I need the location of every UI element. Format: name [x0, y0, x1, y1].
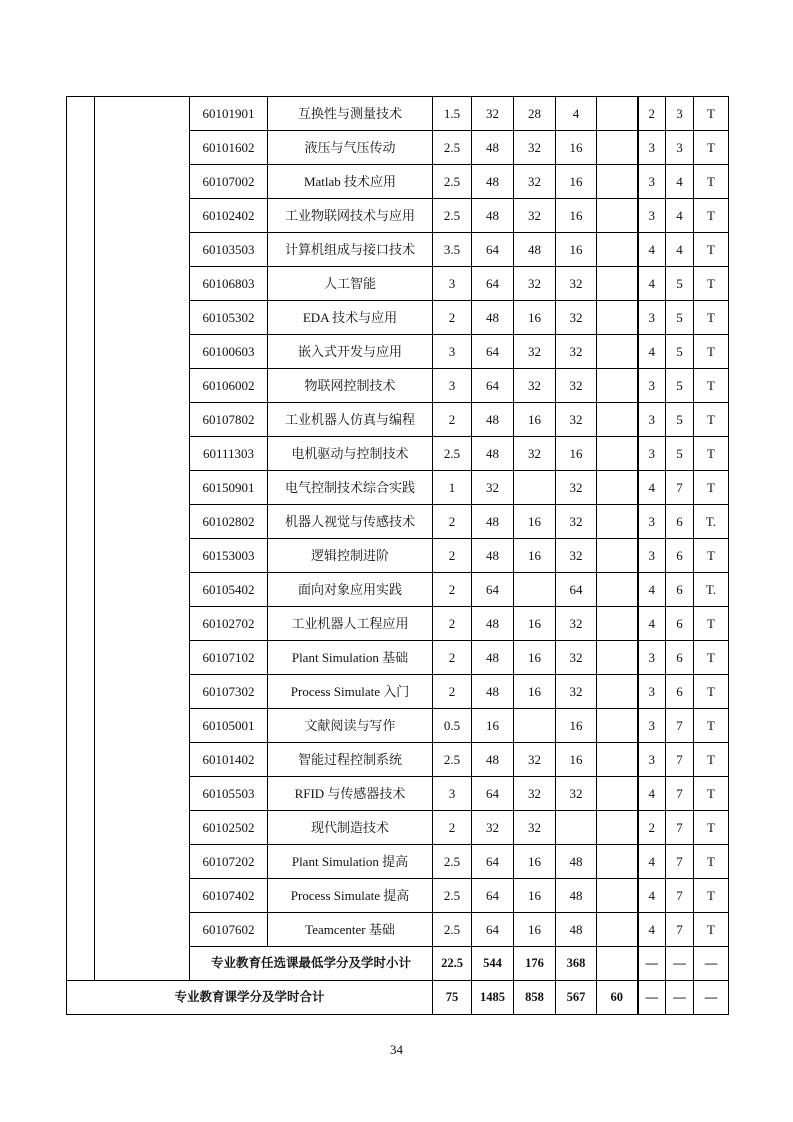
course-semester: 4 — [666, 199, 694, 233]
course-total-hours: 64 — [472, 879, 514, 913]
course-semester: 3 — [666, 131, 694, 165]
course-code: 60103503 — [190, 233, 268, 267]
course-semester: 7 — [666, 777, 694, 811]
course-assessment: T — [694, 131, 729, 165]
course-extra — [597, 199, 638, 233]
total-credits: 75 — [433, 981, 472, 1015]
course-total-hours: 64 — [472, 573, 514, 607]
course-semester: 3 — [666, 97, 694, 131]
course-weekly-hours: 3 — [638, 301, 666, 335]
course-name: 液压与气压传动 — [268, 131, 433, 165]
course-assessment: T — [694, 641, 729, 675]
course-assessment: T — [694, 471, 729, 505]
course-theory-hours: 32 — [514, 437, 556, 471]
course-total-hours: 48 — [472, 743, 514, 777]
course-practice-hours: 32 — [556, 505, 597, 539]
course-code: 60106002 — [190, 369, 268, 403]
course-semester: 5 — [666, 301, 694, 335]
course-extra — [597, 607, 638, 641]
course-code: 60101602 — [190, 131, 268, 165]
course-semester: 6 — [666, 675, 694, 709]
course-code: 60102702 — [190, 607, 268, 641]
course-practice-hours: 16 — [556, 709, 597, 743]
course-code: 60107402 — [190, 879, 268, 913]
course-credits: 0.5 — [433, 709, 472, 743]
course-assessment: T. — [694, 505, 729, 539]
course-theory-hours: 16 — [514, 879, 556, 913]
course-practice-hours: 16 — [556, 437, 597, 471]
course-theory-hours: 32 — [514, 777, 556, 811]
course-practice-hours: 48 — [556, 845, 597, 879]
course-extra — [597, 335, 638, 369]
course-assessment: T — [694, 369, 729, 403]
course-weekly-hours: 4 — [638, 845, 666, 879]
course-extra — [597, 267, 638, 301]
course-assessment: T — [694, 879, 729, 913]
course-code: 60105402 — [190, 573, 268, 607]
course-credits: 2 — [433, 573, 472, 607]
course-weekly-hours: 4 — [638, 913, 666, 947]
course-total-hours: 48 — [472, 165, 514, 199]
course-total-hours: 32 — [472, 97, 514, 131]
course-practice-hours: 48 — [556, 879, 597, 913]
course-code: 60107202 — [190, 845, 268, 879]
course-code: 60107802 — [190, 403, 268, 437]
course-practice-hours: 16 — [556, 199, 597, 233]
course-assessment: T — [694, 675, 729, 709]
course-total-hours: 32 — [472, 811, 514, 845]
course-assessment: T — [694, 97, 729, 131]
course-assessment: T — [694, 301, 729, 335]
course-credits: 3 — [433, 777, 472, 811]
course-total-hours: 48 — [472, 641, 514, 675]
course-practice-hours: 16 — [556, 131, 597, 165]
course-name: 工业物联网技术与应用 — [268, 199, 433, 233]
course-weekly-hours: 3 — [638, 743, 666, 777]
course-code: 60107002 — [190, 165, 268, 199]
course-extra — [597, 913, 638, 947]
course-name: 电气控制技术综合实践 — [268, 471, 433, 505]
course-assessment: T — [694, 709, 729, 743]
course-practice-hours: 48 — [556, 913, 597, 947]
course-table — [66, 96, 729, 1015]
course-extra — [597, 369, 638, 403]
course-credits: 3 — [433, 369, 472, 403]
course-extra — [597, 233, 638, 267]
course-semester: 6 — [666, 607, 694, 641]
course-theory-hours: 32 — [514, 267, 556, 301]
course-code: 60107602 — [190, 913, 268, 947]
course-code: 60101402 — [190, 743, 268, 777]
course-semester: 7 — [666, 811, 694, 845]
course-theory-hours: 16 — [514, 675, 556, 709]
course-name: 工业机器人工程应用 — [268, 607, 433, 641]
course-name: 人工智能 — [268, 267, 433, 301]
course-theory-hours — [514, 471, 556, 505]
course-total-hours: 16 — [472, 709, 514, 743]
course-extra — [597, 743, 638, 777]
course-weekly-hours: 4 — [638, 471, 666, 505]
course-weekly-hours: 2 — [638, 97, 666, 131]
course-theory-hours: 32 — [514, 369, 556, 403]
course-semester: 4 — [666, 233, 694, 267]
course-extra — [597, 641, 638, 675]
course-theory-hours: 16 — [514, 301, 556, 335]
course-weekly-hours: 4 — [638, 607, 666, 641]
subtotal-theory-hours: 176 — [514, 947, 556, 981]
course-assessment: T. — [694, 573, 729, 607]
course-total-hours: 32 — [472, 471, 514, 505]
course-practice-hours: 32 — [556, 301, 597, 335]
course-name: 机器人视觉与传感技术 — [268, 505, 433, 539]
course-weekly-hours: 3 — [638, 539, 666, 573]
course-name: Process Simulate 入门 — [268, 675, 433, 709]
course-weekly-hours: 3 — [638, 505, 666, 539]
course-weekly-hours: 3 — [638, 131, 666, 165]
course-code: 60105302 — [190, 301, 268, 335]
course-semester: 5 — [666, 267, 694, 301]
course-weekly-hours: 3 — [638, 199, 666, 233]
total-label: 专业教育课学分及学时合计 — [67, 981, 433, 1015]
course-total-hours: 64 — [472, 267, 514, 301]
subtotal-label: 专业教育任选课最低学分及学时小计 — [190, 947, 433, 981]
course-weekly-hours: 3 — [638, 709, 666, 743]
course-assessment: T — [694, 607, 729, 641]
course-assessment: T — [694, 539, 729, 573]
course-total-hours: 48 — [472, 301, 514, 335]
course-weekly-hours: 4 — [638, 267, 666, 301]
course-total-hours: 48 — [472, 131, 514, 165]
course-theory-hours: 16 — [514, 913, 556, 947]
course-practice-hours: 32 — [556, 539, 597, 573]
course-credits: 2 — [433, 505, 472, 539]
course-assessment: T — [694, 165, 729, 199]
course-theory-hours: 16 — [514, 403, 556, 437]
total-semester: — — [666, 981, 694, 1015]
course-total-hours: 48 — [472, 403, 514, 437]
course-extra — [597, 505, 638, 539]
course-credits: 2 — [433, 301, 472, 335]
course-assessment: T — [694, 233, 729, 267]
course-name: 嵌入式开发与应用 — [268, 335, 433, 369]
course-assessment: T — [694, 777, 729, 811]
course-name: 现代制造技术 — [268, 811, 433, 845]
course-semester: 6 — [666, 505, 694, 539]
course-code: 60107302 — [190, 675, 268, 709]
course-total-hours: 64 — [472, 777, 514, 811]
course-name: Process Simulate 提高 — [268, 879, 433, 913]
course-code: 60153003 — [190, 539, 268, 573]
course-code: 60102402 — [190, 199, 268, 233]
course-extra — [597, 131, 638, 165]
course-semester: 7 — [666, 709, 694, 743]
course-extra — [597, 539, 638, 573]
course-name: 面向对象应用实践 — [268, 573, 433, 607]
course-name: 工业机器人仿真与编程 — [268, 403, 433, 437]
subtotal-credits: 22.5 — [433, 947, 472, 981]
course-name: Plant Simulation 基础 — [268, 641, 433, 675]
course-name: 物联网控制技术 — [268, 369, 433, 403]
subtotal-semester: — — [666, 947, 694, 981]
course-practice-hours — [556, 811, 597, 845]
total-total-hours: 1485 — [472, 981, 514, 1015]
course-name: 逻辑控制进阶 — [268, 539, 433, 573]
course-credits: 2.5 — [433, 131, 472, 165]
course-code: 60105001 — [190, 709, 268, 743]
course-assessment: T — [694, 267, 729, 301]
course-credits: 1 — [433, 471, 472, 505]
course-extra — [597, 301, 638, 335]
course-semester: 5 — [666, 369, 694, 403]
course-practice-hours: 32 — [556, 403, 597, 437]
subtotal-total-hours: 544 — [472, 947, 514, 981]
course-extra — [597, 811, 638, 845]
course-weekly-hours: 2 — [638, 811, 666, 845]
course-theory-hours: 16 — [514, 539, 556, 573]
course-extra — [597, 471, 638, 505]
course-theory-hours — [514, 573, 556, 607]
course-code: 60111303 — [190, 437, 268, 471]
course-theory-hours: 48 — [514, 233, 556, 267]
course-code: 60102502 — [190, 811, 268, 845]
course-extra — [597, 573, 638, 607]
course-assessment: T — [694, 403, 729, 437]
course-code: 60105503 — [190, 777, 268, 811]
course-theory-hours — [514, 709, 556, 743]
course-semester: 6 — [666, 641, 694, 675]
course-assessment: T — [694, 743, 729, 777]
course-practice-hours: 32 — [556, 369, 597, 403]
course-total-hours: 48 — [472, 437, 514, 471]
course-semester: 6 — [666, 573, 694, 607]
course-weekly-hours: 4 — [638, 879, 666, 913]
subcategory-cell — [95, 97, 190, 981]
total-theory-hours: 858 — [514, 981, 556, 1015]
course-practice-hours: 32 — [556, 607, 597, 641]
course-credits: 2.5 — [433, 437, 472, 471]
course-practice-hours: 64 — [556, 573, 597, 607]
total-row — [67, 981, 729, 1015]
course-theory-hours: 16 — [514, 845, 556, 879]
course-name: Plant Simulation 提高 — [268, 845, 433, 879]
course-assessment: T — [694, 437, 729, 471]
course-credits: 2 — [433, 641, 472, 675]
course-weekly-hours: 4 — [638, 573, 666, 607]
course-code: 60101901 — [190, 97, 268, 131]
course-weekly-hours: 3 — [638, 437, 666, 471]
course-code: 60150901 — [190, 471, 268, 505]
course-semester: 7 — [666, 879, 694, 913]
course-name: Teamcenter 基础 — [268, 913, 433, 947]
course-credits: 2.5 — [433, 913, 472, 947]
course-practice-hours: 32 — [556, 335, 597, 369]
course-practice-hours: 16 — [556, 743, 597, 777]
course-credits: 3.5 — [433, 233, 472, 267]
course-total-hours: 64 — [472, 845, 514, 879]
course-extra — [597, 437, 638, 471]
page-number: 34 — [390, 1042, 403, 1057]
course-semester: 4 — [666, 165, 694, 199]
course-credits: 2 — [433, 811, 472, 845]
course-total-hours: 48 — [472, 539, 514, 573]
course-semester: 6 — [666, 539, 694, 573]
course-credits: 1.5 — [433, 97, 472, 131]
course-assessment: T — [694, 199, 729, 233]
course-semester: 5 — [666, 403, 694, 437]
course-theory-hours: 28 — [514, 97, 556, 131]
course-credits: 2 — [433, 539, 472, 573]
course-total-hours: 48 — [472, 199, 514, 233]
course-name: EDA 技术与应用 — [268, 301, 433, 335]
course-practice-hours: 32 — [556, 471, 597, 505]
course-theory-hours: 16 — [514, 641, 556, 675]
course-theory-hours: 32 — [514, 743, 556, 777]
course-assessment: T — [694, 913, 729, 947]
course-name: 互换性与测量技术 — [268, 97, 433, 131]
course-name: 智能过程控制系统 — [268, 743, 433, 777]
course-extra — [597, 403, 638, 437]
course-credits: 2 — [433, 403, 472, 437]
total-weekly-hours: — — [638, 981, 666, 1015]
course-extra — [597, 709, 638, 743]
course-total-hours: 48 — [472, 505, 514, 539]
subtotal-assessment: — — [694, 947, 729, 981]
course-name: 文献阅读与写作 — [268, 709, 433, 743]
course-extra — [597, 97, 638, 131]
course-practice-hours: 32 — [556, 777, 597, 811]
course-name: 计算机组成与接口技术 — [268, 233, 433, 267]
course-theory-hours: 32 — [514, 165, 556, 199]
course-practice-hours: 4 — [556, 97, 597, 131]
course-total-hours: 64 — [472, 913, 514, 947]
subtotal-practice-hours: 368 — [556, 947, 597, 981]
course-practice-hours: 32 — [556, 641, 597, 675]
course-credits: 2.5 — [433, 743, 472, 777]
course-semester: 5 — [666, 335, 694, 369]
course-theory-hours: 32 — [514, 811, 556, 845]
course-weekly-hours: 3 — [638, 675, 666, 709]
course-theory-hours: 16 — [514, 505, 556, 539]
course-credits: 3 — [433, 267, 472, 301]
total-extra: 60 — [597, 981, 638, 1015]
course-credits: 2.5 — [433, 199, 472, 233]
course-code: 60100603 — [190, 335, 268, 369]
course-credits: 2.5 — [433, 165, 472, 199]
total-practice-hours: 567 — [556, 981, 597, 1015]
course-total-hours: 64 — [472, 369, 514, 403]
course-semester: 7 — [666, 913, 694, 947]
course-credits: 2.5 — [433, 845, 472, 879]
course-assessment: T — [694, 811, 729, 845]
course-weekly-hours: 4 — [638, 233, 666, 267]
course-extra — [597, 879, 638, 913]
course-extra — [597, 165, 638, 199]
course-weekly-hours: 3 — [638, 165, 666, 199]
course-credits: 2 — [433, 675, 472, 709]
course-code: 60107102 — [190, 641, 268, 675]
course-credits: 2 — [433, 607, 472, 641]
course-semester: 7 — [666, 845, 694, 879]
course-practice-hours: 16 — [556, 233, 597, 267]
category-cell — [67, 97, 95, 981]
course-extra — [597, 777, 638, 811]
course-theory-hours: 32 — [514, 199, 556, 233]
course-total-hours: 64 — [472, 233, 514, 267]
course-assessment: T — [694, 845, 729, 879]
subtotal-weekly-hours: — — [638, 947, 666, 981]
table-row — [67, 97, 729, 131]
course-theory-hours: 32 — [514, 131, 556, 165]
course-practice-hours: 32 — [556, 267, 597, 301]
course-weekly-hours: 3 — [638, 403, 666, 437]
course-semester: 5 — [666, 437, 694, 471]
course-code: 60102802 — [190, 505, 268, 539]
course-theory-hours: 16 — [514, 607, 556, 641]
course-name: 电机驱动与控制技术 — [268, 437, 433, 471]
course-total-hours: 48 — [472, 607, 514, 641]
course-semester: 7 — [666, 471, 694, 505]
total-assessment: — — [694, 981, 729, 1015]
course-extra — [597, 845, 638, 879]
course-semester: 7 — [666, 743, 694, 777]
course-name: Matlab 技术应用 — [268, 165, 433, 199]
course-assessment: T — [694, 335, 729, 369]
course-weekly-hours: 3 — [638, 369, 666, 403]
course-practice-hours: 16 — [556, 165, 597, 199]
course-code: 60106803 — [190, 267, 268, 301]
table-body — [67, 97, 729, 1015]
course-weekly-hours: 3 — [638, 641, 666, 675]
course-practice-hours: 32 — [556, 675, 597, 709]
course-total-hours: 48 — [472, 675, 514, 709]
course-extra — [597, 675, 638, 709]
course-theory-hours: 32 — [514, 335, 556, 369]
course-weekly-hours: 4 — [638, 335, 666, 369]
course-credits: 2.5 — [433, 879, 472, 913]
course-credits: 3 — [433, 335, 472, 369]
subtotal-extra — [597, 947, 638, 981]
course-name: RFID 与传感器技术 — [268, 777, 433, 811]
course-weekly-hours: 4 — [638, 777, 666, 811]
course-total-hours: 64 — [472, 335, 514, 369]
